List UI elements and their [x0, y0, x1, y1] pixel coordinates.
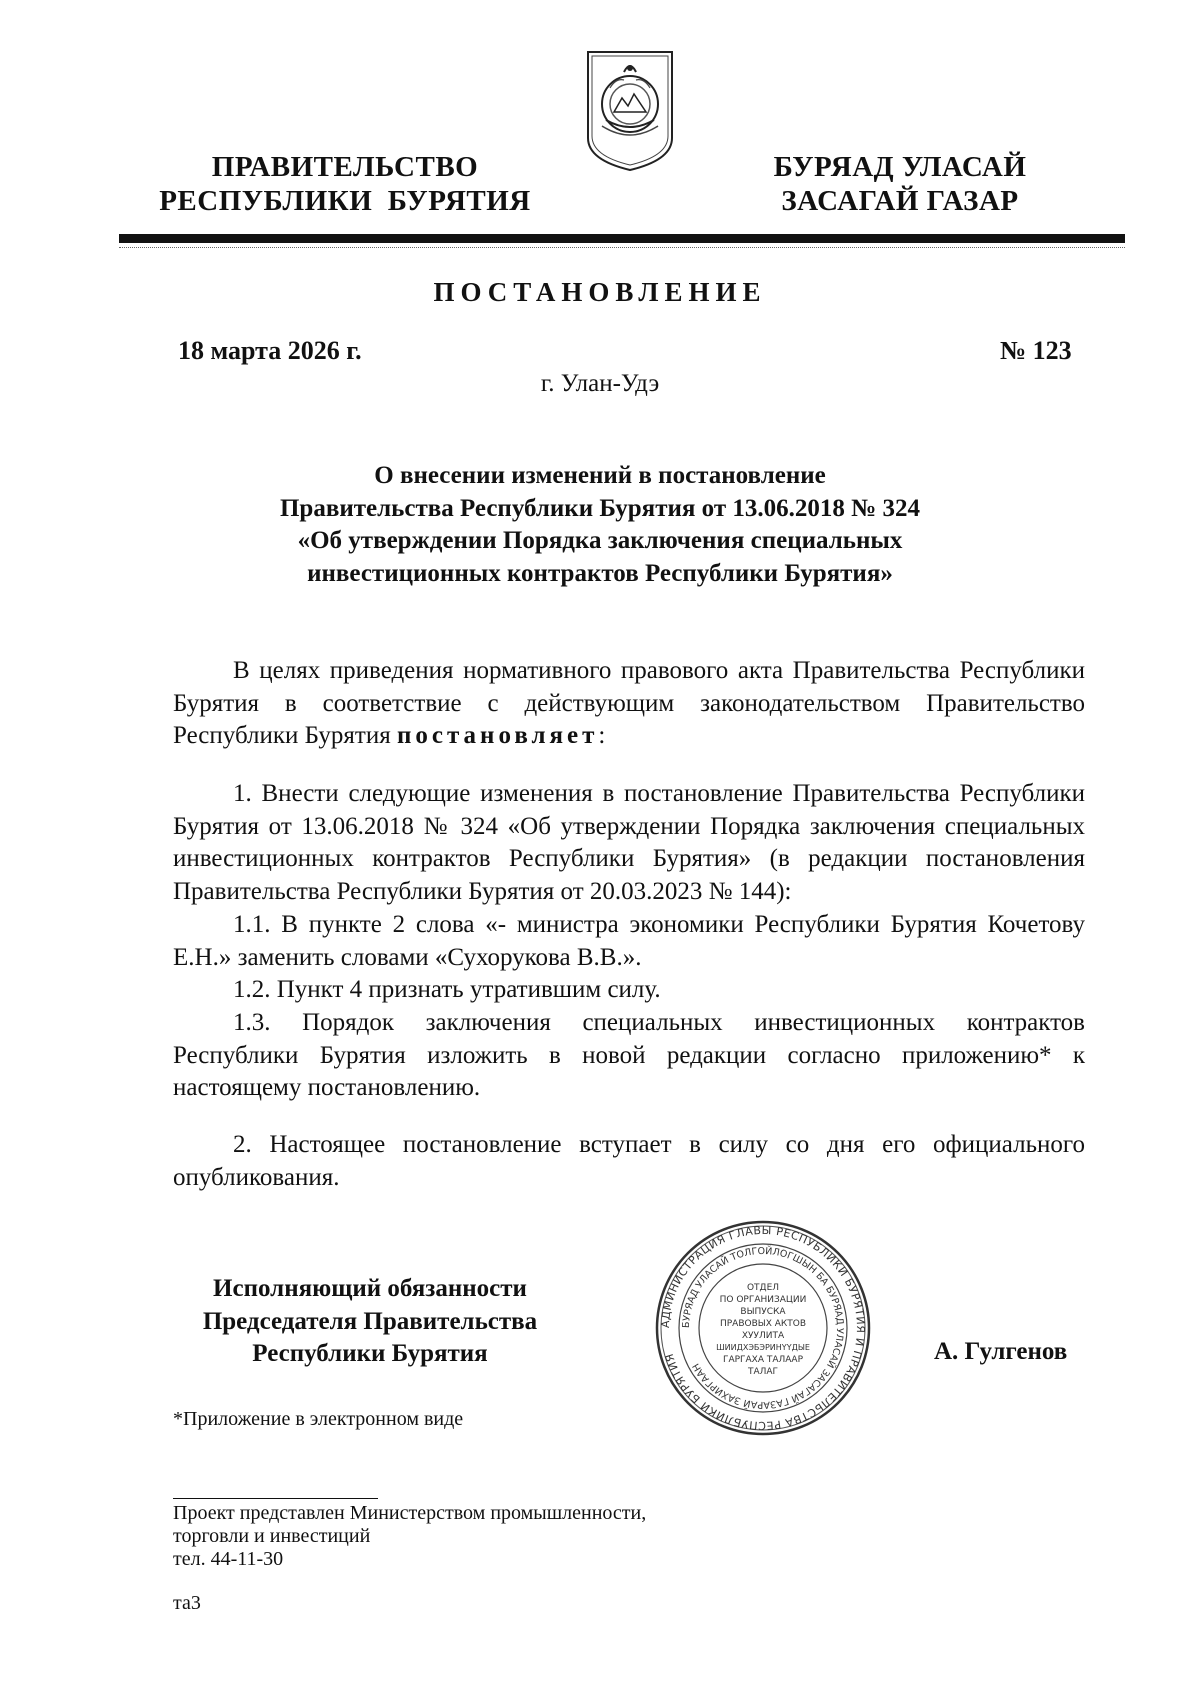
seal-center-line8: ТАЛАГ [747, 1367, 779, 1377]
seal-center-line5: ХУУЛИТА [741, 1331, 785, 1341]
header-right-line2: ЗАСАГАЙ ГАЗАР [781, 185, 1019, 217]
document-type-title: ПОСТАНОВЛЕНИЕ [433, 277, 767, 307]
seal-inner-text: БУРЯАД УЛАСАЙ ТОЛГОЙЛОГШЫН БА БУРЯАД УЛАСАЙ ЗАСАГАЙ ГАЗАРАЙ ЗАХИРГААН [680, 1245, 846, 1411]
item-1-3-paragraph: 1.3. Порядок заключения специальных инвестиционных контрактов Республики Бурятия изложить в новой редакции согласно приложению* к настоящему постановлению. [173, 1009, 1085, 1101]
coat-of-arms-emblem [584, 48, 676, 172]
footer-code: та3 [173, 1592, 201, 1614]
seal-center-line2: ПО ОРГАНИЗАЦИИ [719, 1295, 807, 1305]
seal-center-line3: ВЫПУСКА [740, 1307, 786, 1317]
document-number: № 123 [1000, 336, 1072, 365]
document-city: г. Улан-Удэ [540, 370, 660, 397]
official-seal-stamp [653, 1218, 873, 1438]
subject-line3: «Об утверждении Порядка заключения специальных [297, 527, 903, 554]
footer-project-info [173, 1502, 646, 1571]
signature-line3: Республики Бурятия [252, 1340, 488, 1367]
item-1-1-paragraph: 1.1. В пункте 2 слова «- министра экономики Республики Бурятия Кочетову Е.Н.» заменить словами «Сухорукова В.В.». [173, 911, 1085, 971]
signature-line1: Исполняющий обязанности [213, 1275, 527, 1302]
footer-rule [173, 1498, 378, 1499]
subject-line2: Правительства Республики Бурятия от 13.06.2018 № 324 [279, 494, 920, 522]
header-rule-thin [119, 247, 1125, 248]
header-left-line2: РЕСПУБЛИКИ БУРЯТИЯ [159, 185, 531, 217]
seal-center-line1: ОТДЕЛ [746, 1283, 780, 1293]
header-right-line1: БУРЯАД УЛАСАЙ [773, 151, 1027, 183]
header-left-line1: ПРАВИТЕЛЬСТВО [211, 151, 479, 183]
document-subject [175, 460, 1025, 590]
signatory-name: А. Гулгенов [934, 1338, 1068, 1365]
item-1-2-paragraph: 1.2. Пункт 4 признать утратившим силу. [233, 976, 661, 1003]
footer-phone: тел. 44-11-30 [173, 1548, 284, 1570]
footer-line2: торговли и инвестиций [173, 1525, 371, 1547]
decree-word: постановляет [396, 722, 599, 749]
subject-line1: О внесении изменений в постановление [374, 462, 826, 489]
item-2-paragraph: 2. Настоящее постановление вступает в силу со дня его официального опубликования. [173, 1131, 1085, 1191]
seal-center-line6: ШИИДХЭБЭРИНҮҮДЫЕ [716, 1343, 810, 1352]
footer-line1: Проект представлен Министерством промышленности, [173, 1502, 647, 1524]
preamble-colon: : [598, 722, 606, 749]
appendix-footnote: *Приложение в электронном виде [173, 1408, 464, 1430]
header-rule-thick [119, 234, 1125, 243]
seal-outer-text: АДМИНИСТРАЦИЯ ГЛАВЫ РЕСПУБЛИКИ БУРЯТИЯ И ПРАВИТЕЛЬСТВА РЕСПУБЛИКИ БУРЯТИЯ [658, 1223, 868, 1433]
document-date: 18 марта 2026 г. [178, 336, 362, 365]
seal-center-line4: ПРАВОВЫХ АКТОВ [719, 1319, 807, 1329]
signature-line2: Председателя Правительства [202, 1307, 538, 1335]
item-1-paragraph: 1. Внести следующие изменения в постановление Правительства Республики Бурятия от 13.06.2018 № 324 «Об утверждении Порядка заключения специальных инвестиционных контрактов Республики Бурятия» (в редакции постановления Правительства Республики Бурятия от 20.03.2023 № 144): [173, 780, 1085, 905]
seal-center-line7: ГАРГАХА ТАЛААР [722, 1355, 804, 1365]
signature-title [175, 1273, 565, 1371]
subject-line4: инвестиционных контрактов Республики Бурятия» [307, 559, 893, 587]
preamble-text: В целях приведения нормативного правового акта Правительства Республики Бурятия в соответствие с действующим законодательством Правительство Республики Бурятия [173, 657, 1085, 749]
preamble-paragraph [173, 655, 1085, 753]
